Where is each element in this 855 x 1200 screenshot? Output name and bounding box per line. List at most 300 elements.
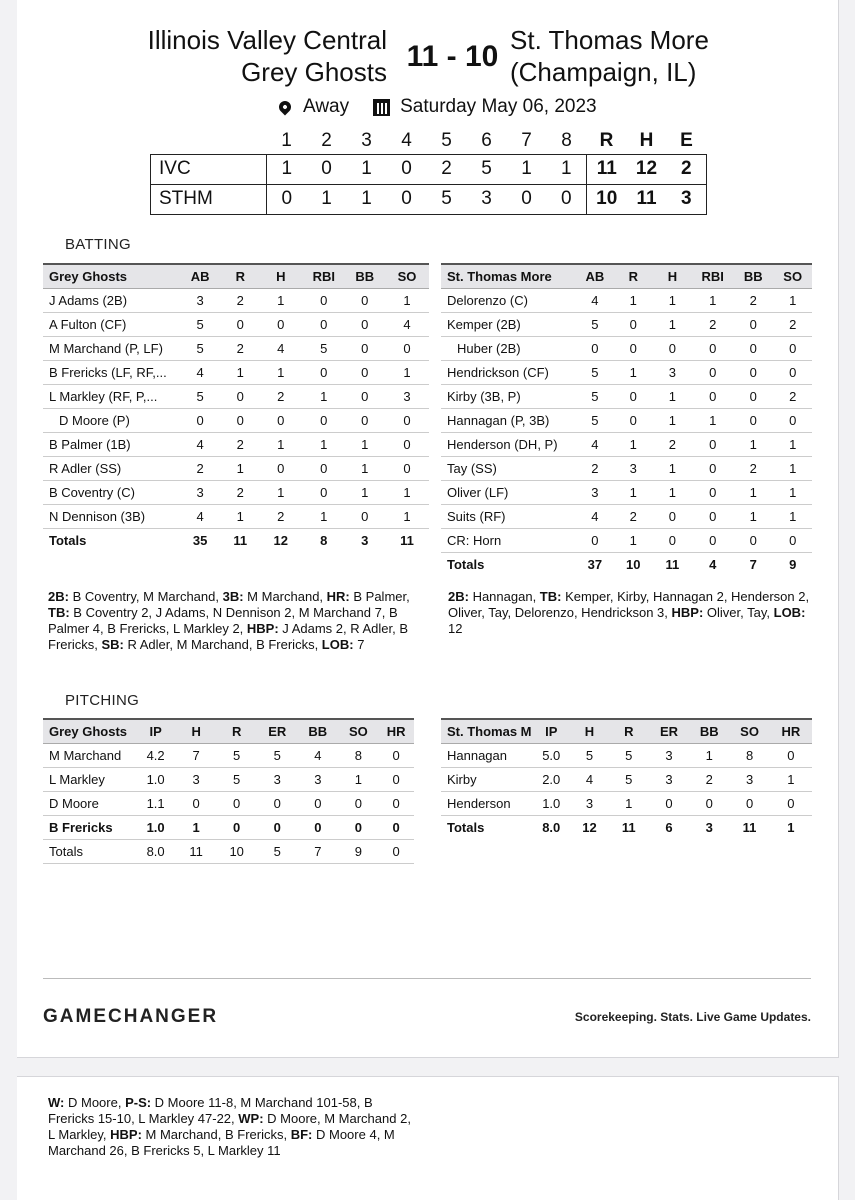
stat-value: 4.2 (135, 743, 177, 767)
player-name: Henderson (DH, P) (441, 432, 576, 456)
stat-value: 1 (258, 480, 303, 504)
stat-value: 1 (652, 312, 692, 336)
stat-value: 1 (773, 456, 812, 480)
stat-value: 1 (385, 360, 429, 384)
inning-runs: 0 (507, 184, 547, 214)
stat-value: 0 (729, 791, 769, 815)
stat-col-header: AB (178, 264, 222, 288)
player-name: M Marchand (P, LF) (43, 336, 178, 360)
table-row (43, 384, 429, 408)
note-key: SB: (101, 637, 124, 652)
note-key: W: (48, 1095, 65, 1110)
note-value: M Marchand, B Frericks, (141, 1127, 291, 1142)
inning-header: 3 (361, 129, 372, 151)
home-team-name (127, 24, 387, 88)
stat-value: 1 (773, 432, 812, 456)
stat-value: 1 (689, 743, 729, 767)
batting-notes-away (448, 589, 818, 637)
stat-value: 5 (576, 384, 615, 408)
table-row (43, 432, 429, 456)
stat-value: 1 (258, 360, 303, 384)
stat-value: 1 (733, 480, 773, 504)
table-row (441, 480, 812, 504)
player-name: B Coventry (C) (43, 480, 178, 504)
rhe-header: R (599, 129, 614, 151)
inning-runs: 2 (427, 154, 467, 184)
stat-value: 1 (222, 360, 258, 384)
stat-value: 1 (344, 432, 385, 456)
stat-value: 1 (770, 767, 812, 791)
stat-value: 1 (303, 432, 344, 456)
stat-value: 0 (339, 791, 379, 815)
stat-value: 3 (576, 480, 615, 504)
note-key: HR: (326, 589, 350, 604)
inning-runs: 3 (467, 184, 507, 214)
stat-value: 0 (692, 504, 733, 528)
player-name: Oliver (LF) (441, 480, 576, 504)
note-key: 2B: (448, 589, 469, 604)
stat-value: 0 (614, 312, 652, 336)
stat-value: 0 (303, 456, 344, 480)
linescore-team: IVC (151, 154, 267, 184)
table-row (43, 408, 429, 432)
stat-value: 0 (257, 791, 297, 815)
note-value: B Coventry 2, J Adams, N Dennison 2, M Marchand 7, B Palmer 4, B Frericks, L Markley 2, (48, 605, 398, 636)
pitching-section-title: PITCHING (65, 692, 140, 709)
player-name: Kemper (2B) (441, 312, 576, 336)
stat-value: 1 (609, 791, 649, 815)
rhe-value: 12 (627, 154, 667, 184)
stat-value: 0 (344, 288, 385, 312)
stat-col-header: H (570, 719, 608, 743)
stat-col-header: H (176, 719, 216, 743)
stat-value: 0 (652, 528, 692, 552)
stat-value: 1 (385, 504, 429, 528)
stat-col-header: HR (770, 719, 812, 743)
stat-col-header: R (222, 264, 258, 288)
stat-col-header: BB (344, 264, 385, 288)
stat-value: 0 (378, 791, 414, 815)
stat-col-header: ER (257, 719, 297, 743)
table-row (43, 480, 429, 504)
totals-value: 10 (626, 556, 641, 572)
stat-value: 0 (303, 408, 344, 432)
stat-value: 2 (689, 767, 729, 791)
table-row (441, 767, 812, 791)
stat-value: 0 (344, 384, 385, 408)
stat-value: 1 (614, 360, 652, 384)
linescore-row (151, 184, 707, 214)
stat-value: 0 (378, 743, 414, 767)
table-row (441, 360, 812, 384)
stat-value: 3 (178, 480, 222, 504)
table-row (43, 504, 429, 528)
totals-value: 12 (273, 532, 289, 548)
stat-value: 4 (576, 504, 615, 528)
note-key: TB: (48, 605, 70, 620)
stat-value: 9 (339, 839, 379, 863)
note-key: 2B: (48, 589, 69, 604)
stat-value: 0 (773, 336, 812, 360)
totals-value: 1 (787, 819, 795, 835)
stat-value: 5 (178, 384, 222, 408)
player-name: Suits (RF) (441, 504, 576, 528)
stat-value: 0 (692, 336, 733, 360)
stat-value: 3 (649, 767, 689, 791)
stat-value: 1 (222, 456, 258, 480)
stat-value: 8 (339, 743, 379, 767)
inning-runs: 0 (387, 154, 427, 184)
map-pin-icon (277, 99, 294, 116)
stat-value: 0 (297, 791, 339, 815)
stat-value: 4 (178, 432, 222, 456)
stat-col-header: R (216, 719, 258, 743)
stat-value: 2 (222, 480, 258, 504)
player-name: D Moore (43, 791, 135, 815)
totals-label: Totals (447, 819, 485, 835)
stat-value: 0 (692, 432, 733, 456)
table-row (441, 312, 812, 336)
pitching-notes (48, 1095, 418, 1159)
stat-value: 1 (303, 384, 344, 408)
stat-value: 0 (692, 384, 733, 408)
note-key: HBP: (110, 1127, 142, 1142)
stat-value: 0 (733, 408, 773, 432)
stat-value: 8.0 (135, 839, 177, 863)
pitching-notes-card (17, 1076, 839, 1200)
stat-value: 0 (576, 528, 615, 552)
stat-value: 0 (378, 839, 414, 863)
totals-value: 11 (742, 819, 757, 835)
player-name: A Fulton (CF) (43, 312, 178, 336)
boxscore-card (17, 0, 839, 1058)
totals-value: 4 (709, 556, 717, 572)
stat-value: 1.0 (135, 815, 177, 839)
stat-value: 3 (652, 360, 692, 384)
table-row (43, 288, 429, 312)
stat-value: 0 (576, 336, 615, 360)
stat-value: 0 (216, 815, 258, 839)
totals-row (441, 815, 812, 839)
totals-row (43, 528, 429, 552)
stat-value: 1 (652, 480, 692, 504)
stat-team-header: Grey Ghosts (43, 719, 135, 743)
totals-label: Totals (49, 532, 87, 548)
inning-header: 2 (321, 129, 332, 151)
stat-value: 0 (733, 336, 773, 360)
stat-value: 1 (773, 480, 812, 504)
table-row (441, 384, 812, 408)
stat-value: 1 (258, 288, 303, 312)
note-value: 12 (448, 621, 463, 636)
stat-value: 1 (614, 288, 652, 312)
stat-value: 0 (689, 791, 729, 815)
stat-value: 0 (257, 815, 297, 839)
inning-header: 8 (561, 129, 572, 151)
stat-col-header: R (614, 264, 652, 288)
home-team-line1: Illinois Valley Central (147, 25, 387, 55)
table-row (43, 839, 414, 863)
game-meta (275, 96, 597, 118)
stat-value: 3 (178, 288, 222, 312)
player-name: Tay (SS) (441, 456, 576, 480)
stat-value: 4 (385, 312, 429, 336)
stat-value: 0 (385, 408, 429, 432)
stat-value: 1.1 (135, 791, 177, 815)
stat-value: 0 (303, 360, 344, 384)
stat-value: 0 (258, 408, 303, 432)
stat-value: 4 (258, 336, 303, 360)
stat-value: 5 (178, 312, 222, 336)
stat-value: 0 (378, 767, 414, 791)
stat-value: 1 (614, 432, 652, 456)
player-name: J Adams (2B) (43, 288, 178, 312)
pitching-table-away (441, 718, 812, 839)
player-name: Kirby (3B, P) (441, 384, 576, 408)
stat-col-header: R (609, 719, 649, 743)
note-value: J Adams 2, R Adler, B Frericks, (48, 621, 409, 652)
inning-runs: 1 (347, 184, 387, 214)
table-row (441, 791, 812, 815)
stat-value: 2 (652, 432, 692, 456)
player-name: R Adler (SS) (43, 456, 178, 480)
stat-value: 2 (733, 456, 773, 480)
table-row (43, 360, 429, 384)
stat-value: 0 (649, 791, 689, 815)
stat-col-header: SO (773, 264, 812, 288)
stat-value: 0 (178, 408, 222, 432)
inning-runs: 1 (307, 184, 347, 214)
table-row (441, 336, 812, 360)
stat-value: 1 (339, 767, 379, 791)
stat-value: 3 (176, 767, 216, 791)
stat-value: 5 (216, 743, 258, 767)
table-row (441, 504, 812, 528)
stat-value: 1 (344, 480, 385, 504)
stat-value: 5 (609, 743, 649, 767)
stat-value: 0 (258, 312, 303, 336)
stat-value: 0 (773, 360, 812, 384)
stat-col-header: RBI (303, 264, 344, 288)
stat-value: 1 (652, 288, 692, 312)
stat-value: 8 (729, 743, 769, 767)
stat-value: 3 (570, 791, 608, 815)
stat-value: 1 (692, 288, 733, 312)
stat-value: 0 (692, 480, 733, 504)
stat-value: 3 (257, 767, 297, 791)
note-value: Kemper, Kirby, Hannagan 2, Henderson 2, Oliver, Tay, Delorenzo, Hendrickson 3, (448, 589, 810, 620)
note-value: Hannagan, (468, 589, 540, 604)
stat-value: 0 (216, 791, 258, 815)
rhe-value: 10 (587, 184, 627, 214)
note-key: HBP: (246, 621, 279, 636)
stat-value: 0 (303, 312, 344, 336)
stat-value: 4 (576, 432, 615, 456)
table-row (441, 743, 812, 767)
stat-value: 3 (614, 456, 652, 480)
player-name: Kirby (441, 767, 532, 791)
stat-col-header: BB (733, 264, 773, 288)
stat-value: 11 (176, 839, 216, 863)
stat-value: 4 (178, 360, 222, 384)
inning-runs: 0 (387, 184, 427, 214)
stat-value: 1 (652, 456, 692, 480)
note-key: HBP: (671, 605, 704, 620)
stat-value: 0 (258, 456, 303, 480)
note-key: 3B: (222, 589, 244, 604)
totals-value: 8.0 (542, 819, 561, 835)
stat-value: 1 (614, 480, 652, 504)
pitching-table-home (43, 718, 414, 864)
rhe-header: E (680, 129, 693, 151)
inning-runs: 1 (267, 154, 307, 184)
player-name: D Moore (P) (43, 408, 178, 432)
stat-value: 0 (344, 504, 385, 528)
stat-value: 0 (733, 528, 773, 552)
totals-value: 8 (320, 532, 328, 548)
linescore-table (150, 128, 707, 215)
stat-col-header: SO (729, 719, 769, 743)
note-key: WP: (238, 1111, 264, 1126)
stat-value: 0 (692, 456, 733, 480)
away-team-line1: St. Thomas More (510, 25, 709, 55)
rhe-value: 3 (667, 184, 707, 214)
linescore-row (151, 154, 707, 184)
stat-value: 1 (773, 288, 812, 312)
totals-value: 9 (789, 556, 797, 572)
stat-value: 2 (222, 288, 258, 312)
stat-col-header: HR (378, 719, 414, 743)
stat-value: 0 (297, 815, 339, 839)
stat-value: 0 (733, 312, 773, 336)
stat-value: 0 (222, 408, 258, 432)
note-value: D Moore 4, M Marchand 26, B Frericks 5, L Markley 11 (48, 1127, 395, 1158)
stat-value: 0 (614, 336, 652, 360)
stat-col-header: RBI (692, 264, 733, 288)
stat-value: 2 (222, 336, 258, 360)
totals-value: 11 (233, 532, 248, 548)
totals-value: 12 (582, 819, 597, 835)
stat-value: 0 (614, 384, 652, 408)
stat-team-header: St. Thomas More (441, 264, 576, 288)
stat-col-header: SO (385, 264, 429, 288)
batting-section-title: BATTING (65, 236, 131, 253)
stat-value: 5 (576, 408, 615, 432)
stat-value: 0 (770, 791, 812, 815)
player-name: N Dennison (3B) (43, 504, 178, 528)
stat-value: 2 (178, 456, 222, 480)
player-name: B Frericks (43, 815, 135, 839)
stat-value: 1 (773, 504, 812, 528)
stat-value: 4 (570, 767, 608, 791)
footer-divider (43, 978, 811, 979)
stat-col-header: H (258, 264, 303, 288)
inning-header: 4 (401, 129, 412, 151)
totals-label: Totals (447, 556, 485, 572)
game-location: Away (303, 96, 350, 117)
linescore-team: STHM (151, 184, 267, 214)
stat-col-header: IP (532, 719, 570, 743)
inning-runs: 5 (427, 184, 467, 214)
stat-value: 5 (609, 767, 649, 791)
note-value: Oliver, Tay, (703, 605, 774, 620)
stat-value: 2 (222, 432, 258, 456)
stat-value: 0 (222, 312, 258, 336)
inning-runs: 0 (267, 184, 307, 214)
stat-value: 2 (773, 384, 812, 408)
note-value: D Moore, (64, 1095, 126, 1110)
stat-value: 0 (614, 408, 652, 432)
totals-value: 3 (361, 532, 369, 548)
player-name: Hendrickson (CF) (441, 360, 576, 384)
batting-notes-home (48, 589, 418, 653)
totals-value: 7 (749, 556, 757, 572)
home-team-line2: Grey Ghosts (241, 57, 387, 87)
stat-value: 4 (297, 743, 339, 767)
player-name: B Palmer (1B) (43, 432, 178, 456)
stat-value: 1 (222, 504, 258, 528)
game-date: Saturday May 06, 2023 (400, 96, 597, 117)
stat-value: 1 (385, 480, 429, 504)
table-row (441, 288, 812, 312)
stat-value: 0 (652, 504, 692, 528)
stat-value: 0 (344, 360, 385, 384)
player-name: L Markley (43, 767, 135, 791)
stat-value: 1.0 (532, 791, 570, 815)
inning-runs: 0 (307, 154, 347, 184)
stat-value: 1 (733, 432, 773, 456)
table-row (441, 528, 812, 552)
stat-value: 0 (378, 815, 414, 839)
stat-value: 3 (385, 384, 429, 408)
totals-row (441, 552, 812, 576)
note-value: 7 (353, 637, 365, 652)
player-name: B Frericks (LF, RF,... (43, 360, 178, 384)
inning-runs: 5 (467, 154, 507, 184)
stat-value: 0 (303, 288, 344, 312)
stat-value: 5 (576, 360, 615, 384)
stat-value: 5 (576, 312, 615, 336)
batting-table-away (441, 263, 812, 576)
stat-value: 1 (258, 432, 303, 456)
totals-value: 6 (665, 819, 673, 835)
totals-value: 37 (587, 556, 603, 572)
batting-table-home (43, 263, 429, 552)
totals-value: 3 (705, 819, 713, 835)
stat-value: 2 (576, 456, 615, 480)
stat-value: 0 (652, 336, 692, 360)
stat-value: 0 (339, 815, 379, 839)
stat-value: 0 (385, 456, 429, 480)
stat-col-header: IP (135, 719, 177, 743)
note-value: B Coventry, M Marchand, (68, 589, 223, 604)
table-row (441, 408, 812, 432)
note-value: B Palmer, (349, 589, 410, 604)
gamechanger-logo: GAMECHANGER (43, 1006, 219, 1027)
player-name: M Marchand (43, 743, 135, 767)
inning-runs: 1 (507, 154, 547, 184)
stat-value: 7 (297, 839, 339, 863)
note-value: D Moore, M Marchand 2, L Markley, (48, 1111, 411, 1142)
stat-value: 5 (178, 336, 222, 360)
stat-value: 3 (649, 743, 689, 767)
player-name: Henderson (441, 791, 532, 815)
player-name: Hannagan (P, 3B) (441, 408, 576, 432)
stat-value: 0 (385, 336, 429, 360)
table-row (43, 767, 414, 791)
linescore-team-header (151, 128, 267, 154)
rhe-value: 11 (627, 184, 667, 214)
